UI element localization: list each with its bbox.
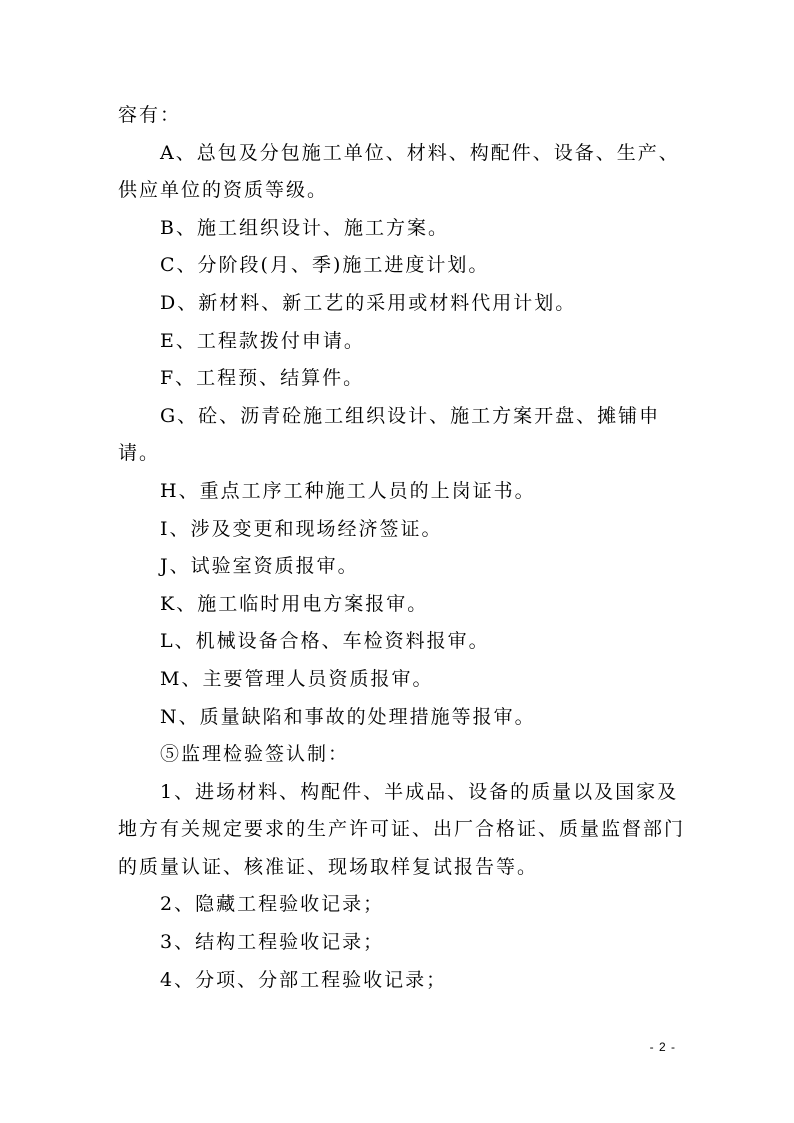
paragraph-intro: 容有：: [118, 104, 182, 126]
list-item-a: A、总包及分包施工单位、材料、构配件、设备、生产、供应单位的资质等级。: [118, 141, 680, 202]
list-item-m: M、主要管理人员资质报审。: [160, 667, 434, 690]
list-item-d: D、新材料、新工艺的采用或材料代用计划。: [160, 291, 577, 314]
document-body: [118, 97, 690, 999]
inspection-item-1: 1、进场材料、构配件、半成品、设备的质量以及国家及地方有关规定要求的生产许可证、出厂合格证、质量监督部门的质量认证、核准证、现场取样复试报告等。: [118, 780, 686, 878]
list-item-n: N、质量缺陷和事故的处理措施等报审。: [160, 705, 536, 728]
inspection-item-4: 4、分项、分部工程验收记录；: [160, 968, 448, 991]
list-item-k: K、施工临时用电方案报审。: [160, 592, 429, 615]
inspection-item-3: 3、结构工程验收记录；: [160, 931, 385, 954]
page-number: - 2 -: [649, 1040, 676, 1054]
list-item-g: G、砼、沥青砼施工组织设计、施工方案开盘、摊铺申请。: [118, 404, 661, 465]
inspection-item-2: 2、隐藏工程验收记录；: [160, 893, 385, 916]
list-item-h: H、重点工序工种施工人员的上岗证书。: [160, 479, 536, 502]
list-item-i: I、涉及变更和现场经济签证。: [160, 517, 443, 540]
list-item-c: C、分阶段(月、季)施工进度计划。: [160, 254, 490, 277]
list-item-e: E、工程款拨付申请。: [160, 329, 365, 352]
list-item-f: F、工程预、结算件。: [160, 367, 365, 390]
list-item-j: J、试验室资质报审。: [160, 555, 359, 578]
list-item-l: L、机械设备合格、车检资料报审。: [160, 630, 490, 653]
section-heading-inspection: ⑤监理检验签认制：: [160, 743, 350, 766]
list-item-b: B、施工组织设计、施工方案。: [160, 216, 449, 239]
